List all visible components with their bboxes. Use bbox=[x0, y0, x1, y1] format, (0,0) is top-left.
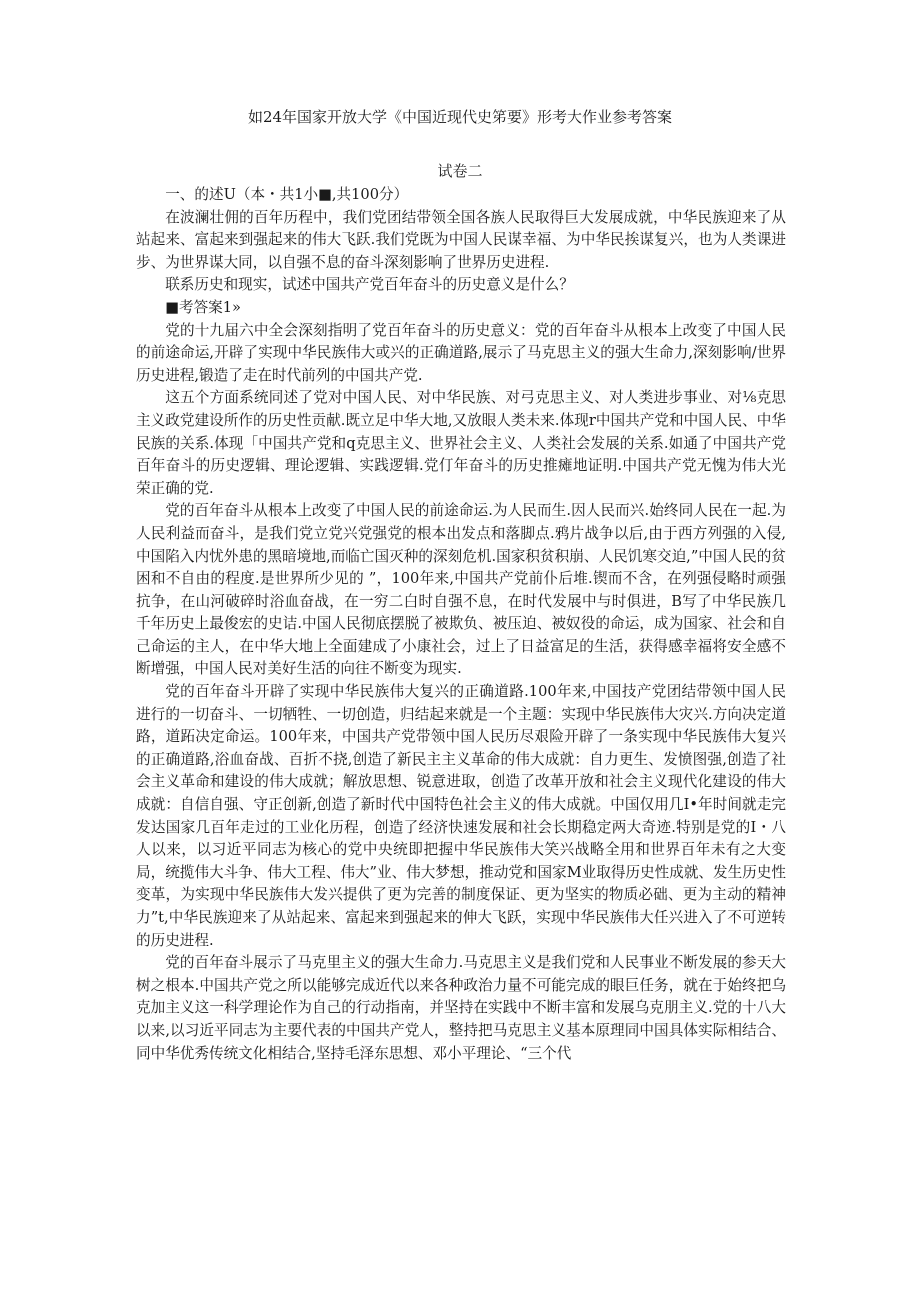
answer-paragraph: 党的百年奋斗开辟了实现中华民族伟大复兴的正确道路.100年来,中国技产党团结带领中国人民进行的一切奋斗、一切牺牲、一切创造，归结起来就是一个主题：实现中华民族伟大灾兴.方向决定道路，道跖决定命运。100年来，中国共产党带领中国人民历尽艰险开辟了一条实现中华民族伟大复兴的正确道路,浴血奋战、百折不挠,创造了新民主主义革命的伟大成就：自力更生、发愤图强,创造了社会主义革命和建设的伟大成就；解放思想、锐意进取，创造了改革开放和社会主义现代化建设的伟大成就：自信自强、守正创新,创造了新时代中国特色社会主义的伟大成就。中国仅用几I•年时间就走完发达国家几百年走过的工业化历程，创造了经济快速发展和社会长期稳定两大奇迹.特别是党的I・八人以来，以习近平同志为核心的党中央统即把握中华民族伟大笑兴战略全用和世界百年未有之大变局，统揽伟大斗争、伟大工程、伟大”业、伟大梦想，推动党和国家M业取得历史性成就、发生历史性变革，为实现中华民族伟大发兴提供了更为完善的制度保证、更为坚实的物质必础、更为主动的精神力”t,中华民族迎来了从站起来、富起来到强起来的伸大飞跃，实现中华民族伟大任兴进入了不可逆转的历史进程. bbox=[136, 683, 786, 949]
answer-label: ■考答案1» bbox=[165, 298, 241, 316]
answer-paragraph: 党的十九届六中全会深刻指明了党百年奋斗的历史意义：党的百年奋斗从根本上改变了中国人民的前途命运,开辟了实现中华民族伟大或兴的正确道路,展示了马克思主义的强大生命力,深刻影响/世界历史进程,锻造了走在时代前列的中国共产党. bbox=[136, 321, 786, 384]
question-intro: 在波澜壮佣的百年历程中，我们党团结带领全国各族人民取得巨大发展成就，中华民族迎来了从站起来、富起来到强起来的伟大飞跃.我们党既为中国人民谋幸福、为中华民挨谋复兴，也为人类课进步、为世界谋大同，以自强不息的奋斗深刻影响了世界历史进程. bbox=[136, 208, 786, 271]
question-text: 联系历史和现实，试述中国共产党百年奋斗的历史意义是什么？ bbox=[165, 276, 574, 294]
section-heading: 一、的述U（本・共1小■,共100分） bbox=[165, 186, 409, 203]
answer-paragraph: 党的百年奋斗展示了马克里主义的强大生命力.马克思主义是我们党和人民事业不断发展的参天大树之根本.中国共产党之所以能够完成近代以来各种政治力量不可能完成的眼巨任务，就在于始终把乌克加主义这一科学理论作为自己的行动指南，并坚持在实践中不断丰富和发展乌克朋主义.党的十八大以来,以习近平同志为主要代表的中国共产党人，整持把马克思主义基本原理同中国具体实际相结合、同中华优秀传统文化相结合,坚持毛泽东思想、邓小平理论、“三个代 bbox=[136, 954, 786, 1062]
exam-label: 试卷二 bbox=[437, 162, 483, 180]
document-title: 如24年国家开放大学《中国近现代史笫要》形考大作业参考答案 bbox=[247, 108, 673, 126]
answer-paragraph: 党的百年奋斗从根本上改变了中国人民的前途命运.为人民而生.因人民而兴.始终同人民在一起.为人民利益而奋斗，是我们党立党兴党强党的根本出发点和落脚点.鸦片战争以后,由于西方列强的入侵,中国陷入内忧外患的黑暗境地,而临亡国灭种的深刻危机.国家积贫积崩、人民饥寒交迫,”中国人民的贫困和不自由的程度.是世界所少见的 ”，100年来,中国共产党前仆后堆.锲而不含，在列强侵略时顽强抗争，在山河破碎时浴血奋战，在一穷二白时自强不息，在时代发展中与时俱进，B写了中华民族几千年历史上最俊宏的史诘.中国人民彻底摆脱了被欺负、被压迫、被奴役的命运，成为国家、社会和自己命运的主人，在中华大地上全面建成了小康社会，过上了日益富足的生活，获得感幸福将安全感不断增强，中国人民对美好生活的向往不断变为现实. bbox=[136, 502, 786, 678]
document-body bbox=[136, 184, 786, 1065]
answer-paragraph: 这五个方面系统同述了党对中国人民、对中华民族、对弓克思主义、对人类进步事业、对⅛克思主义政党建设所作的历史性贡献.既立足中华大地,又放眼人类未来.体现r中国共产党和中国人民、中华民族的关系.体现「中国共产党和q克思主义、世界社会主义、人类社会发展的关系.如通了中国共产党百年奋斗的历史逻辑、理论逻辑、实践逻辑.党仃年奋斗的历史推瘫地证明.中国共产党无愧为伟大光荣正确的党. bbox=[136, 389, 786, 497]
